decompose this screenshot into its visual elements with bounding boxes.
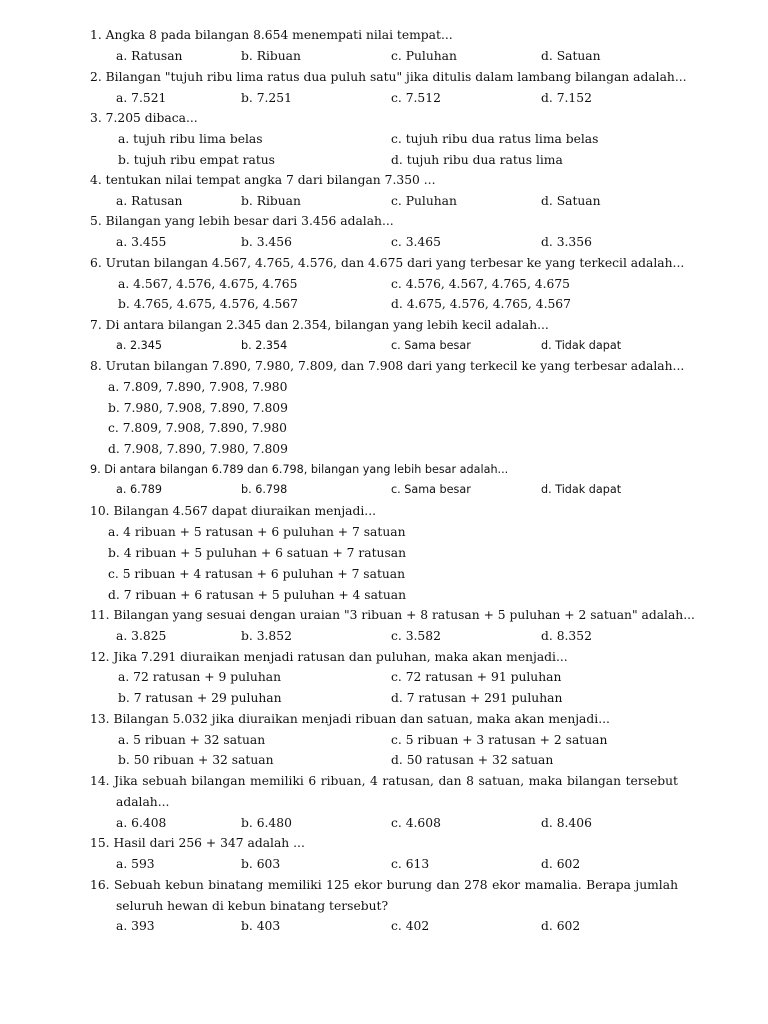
option-b: b. 3.852 — [241, 629, 292, 643]
option-text: b. 4 ribuan + 5 puluhan + 6 satuan + 7 ratusan — [108, 546, 407, 560]
option-d: d. Tidak dapat — [541, 339, 622, 352]
option-c: c. 7.512 — [391, 91, 441, 105]
options-row — [0, 753, 768, 774]
question-text: seluruh hewan di kebun binatang tersebut? — [116, 899, 389, 913]
option-c: c. tujuh ribu dua ratus lima belas — [391, 132, 599, 146]
option-d: d. 8.406 — [541, 816, 592, 830]
question-text: 9. Di antara bilangan 6.789 dan 6.798, bilangan yang lebih besar adalah... — [90, 463, 509, 476]
question-13 — [0, 712, 768, 733]
option-d — [0, 442, 768, 463]
question-text: 11. Bilangan yang sesuai dengan uraian "3 ribuan + 8 ratusan + 5 puluhan + 2 satuan" adalah... — [90, 608, 695, 622]
option-b: b. 7.251 — [241, 91, 292, 105]
option-d: d. tujuh ribu dua ratus lima — [391, 153, 563, 167]
option-b: b. Ribuan — [241, 49, 301, 63]
options-row — [0, 733, 768, 754]
options-row — [0, 153, 768, 174]
option-c: c. 4.608 — [391, 816, 441, 830]
option-c: c. 4.576, 4.567, 4.765, 4.675 — [391, 277, 570, 291]
question-5 — [0, 214, 768, 235]
option-b: b. 7 ratusan + 29 puluhan — [118, 691, 282, 705]
question-3 — [0, 111, 768, 132]
option-b — [0, 401, 768, 422]
option-d: d. 7 ratusan + 291 puluhan — [391, 691, 563, 705]
question-11 — [0, 608, 768, 629]
option-text: d. 7.908, 7.890, 7.980, 7.809 — [108, 442, 288, 456]
option-d: d. Tidak dapat — [541, 483, 622, 496]
option-d: d. 3.356 — [541, 235, 592, 249]
question-16 — [0, 878, 768, 899]
option-a: a. 6.789 — [116, 483, 162, 496]
question-text: 4. tentukan nilai tempat angka 7 dari bilangan 7.350 ... — [90, 173, 436, 187]
options-row — [0, 194, 768, 215]
question-text: 14. Jika sebuah bilangan memiliki 6 ribuan, 4 ratusan, dan 8 satuan, maka bilangan tersebut — [90, 774, 678, 788]
options-row — [0, 670, 768, 691]
option-d: d. 602 — [541, 857, 581, 871]
question-12 — [0, 650, 768, 671]
option-d: d. 7.152 — [541, 91, 592, 105]
option-d: d. 4.675, 4.576, 4.765, 4.567 — [391, 297, 571, 311]
option-text: c. 7.809, 7.908, 7.890, 7.980 — [108, 421, 287, 435]
question-2 — [0, 70, 768, 91]
option-a: a. Ratusan — [116, 49, 183, 63]
options-row — [0, 277, 768, 298]
option-b: b. 603 — [241, 857, 281, 871]
question-text: 15. Hasil dari 256 + 347 adalah ... — [90, 836, 305, 850]
option-c: c. Puluhan — [391, 194, 457, 208]
question-text: 3. 7.205 dibaca... — [90, 111, 198, 125]
option-a: a. 393 — [116, 919, 155, 933]
option-a: a. 5 ribuan + 32 satuan — [118, 733, 266, 747]
option-c: c. 3.465 — [391, 235, 441, 249]
question-7 — [0, 318, 768, 339]
option-a: a. 6.408 — [116, 816, 167, 830]
question-14-continued — [0, 795, 768, 816]
option-b: b. 3.456 — [241, 235, 292, 249]
option-text: d. 7 ribuan + 6 ratusan + 5 puluhan + 4 satuan — [108, 588, 407, 602]
option-a: a. 3.825 — [116, 629, 167, 643]
question-text: 10. Bilangan 4.567 dapat diuraikan menjadi... — [90, 504, 377, 518]
option-c — [0, 421, 768, 442]
question-text: 8. Urutan bilangan 7.890, 7.980, 7.809, dan 7.908 dari yang terkecil ke yang terbesar adalah... — [90, 359, 685, 373]
option-a — [0, 525, 768, 546]
question-text: 5. Bilangan yang lebih besar dari 3.456 adalah... — [90, 214, 394, 228]
question-16-continued — [0, 899, 768, 920]
question-10 — [0, 504, 768, 525]
option-a: a. tujuh ribu lima belas — [118, 132, 263, 146]
question-text: 1. Angka 8 pada bilangan 8.654 menempati nilai tempat... — [90, 28, 453, 42]
option-b: b. Ribuan — [241, 194, 301, 208]
question-1 — [0, 28, 768, 49]
option-c — [0, 567, 768, 588]
option-a: a. 3.455 — [116, 235, 167, 249]
option-c: c. 402 — [391, 919, 430, 933]
question-14 — [0, 774, 768, 795]
question-6 — [0, 256, 768, 277]
option-b: b. 50 ribuan + 32 satuan — [118, 753, 274, 767]
options-row — [0, 49, 768, 70]
question-15 — [0, 836, 768, 857]
option-a: a. 4.567, 4.576, 4.675, 4.765 — [118, 277, 298, 291]
option-b: b. tujuh ribu empat ratus — [118, 153, 275, 167]
option-b: b. 403 — [241, 919, 281, 933]
option-b: b. 6.480 — [241, 816, 292, 830]
option-b: b. 4.765, 4.675, 4.576, 4.567 — [118, 297, 298, 311]
option-a: a. 2.345 — [116, 339, 162, 352]
question-text: adalah... — [116, 795, 170, 809]
option-c: c. Sama besar — [391, 339, 471, 352]
option-a: a. Ratusan — [116, 194, 183, 208]
option-d: d. 8.352 — [541, 629, 592, 643]
question-text: 16. Sebuah kebun binatang memiliki 125 ekor burung dan 278 ekor mamalia. Berapa jumlah — [90, 878, 678, 892]
options-row — [0, 629, 768, 650]
question-text: 13. Bilangan 5.032 jika diuraikan menjadi ribuan dan satuan, maka akan menjadi... — [90, 712, 610, 726]
question-8 — [0, 359, 768, 380]
options-row — [0, 691, 768, 712]
option-c: c. 72 ratusan + 91 puluhan — [391, 670, 562, 684]
options-row — [0, 483, 768, 504]
question-text: 2. Bilangan "tujuh ribu lima ratus dua puluh satu" jika ditulis dalam lambang bilangan adalah... — [90, 70, 687, 84]
option-a: a. 7.521 — [116, 91, 167, 105]
option-c: c. 5 ribuan + 3 ratusan + 2 satuan — [391, 733, 608, 747]
question-text: 12. Jika 7.291 diuraikan menjadi ratusan dan puluhan, maka akan menjadi... — [90, 650, 568, 664]
option-a: a. 593 — [116, 857, 155, 871]
option-c: c. Puluhan — [391, 49, 457, 63]
question-9 — [0, 463, 768, 484]
option-b: b. 6.798 — [241, 483, 288, 496]
option-d: d. 602 — [541, 919, 581, 933]
options-row — [0, 235, 768, 256]
option-d: d. Satuan — [541, 194, 601, 208]
option-b: b. 2.354 — [241, 339, 288, 352]
options-row — [0, 919, 768, 940]
option-text: a. 7.809, 7.890, 7.908, 7.980 — [108, 380, 288, 394]
options-row — [0, 857, 768, 878]
question-text: 6. Urutan bilangan 4.567, 4.765, 4.576, dan 4.675 dari yang terbesar ke yang terkecil adalah... — [90, 256, 685, 270]
option-a — [0, 380, 768, 401]
option-text: a. 4 ribuan + 5 ratusan + 6 puluhan + 7 satuan — [108, 525, 406, 539]
options-row — [0, 132, 768, 153]
options-row — [0, 91, 768, 112]
options-row — [0, 816, 768, 837]
options-row — [0, 297, 768, 318]
option-a: a. 72 ratusan + 9 puluhan — [118, 670, 282, 684]
option-d — [0, 588, 768, 609]
option-d: d. Satuan — [541, 49, 601, 63]
option-d: d. 50 ratusan + 32 satuan — [391, 753, 554, 767]
option-c: c. 613 — [391, 857, 430, 871]
question-text: 7. Di antara bilangan 2.345 dan 2.354, bilangan yang lebih kecil adalah... — [90, 318, 549, 332]
option-text: b. 7.980, 7.908, 7.890, 7.809 — [108, 401, 288, 415]
option-b — [0, 546, 768, 567]
option-c: c. Sama besar — [391, 483, 471, 496]
question-4 — [0, 173, 768, 194]
options-row — [0, 339, 768, 360]
option-text: c. 5 ribuan + 4 ratusan + 6 puluhan + 7 satuan — [108, 567, 406, 581]
option-c: c. 3.582 — [391, 629, 441, 643]
